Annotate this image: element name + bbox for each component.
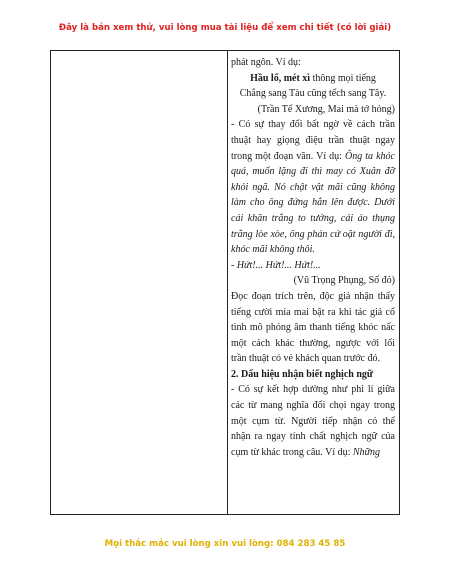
paragraph-3-text: - Có sự kết hợp dường như phi lí giữa các từ mang nghĩa đối chọi ngay trong một cụm từ. Người tiếp nhận có thể nhận ra ngay tính chất nghịch ngữ của cụm từ khác trong câu. Ví dụ: — [231, 384, 395, 458]
poem-line-2: Chẳng sang Tàu cũng tếch sang Tây. — [239, 88, 387, 100]
quote-source: (Vũ Trọng Phụng, Số đỏ) — [293, 275, 395, 287]
poem-source: (Trần Tế Xương, Mai mà tớ hỏng) — [257, 103, 395, 115]
sound-line: - Hứt!... Hứt!... Hứt!... — [231, 259, 321, 271]
poem-line-1 — [231, 71, 395, 87]
paragraph-3-quote: Những — [352, 446, 380, 458]
paragraph-3 — [231, 382, 395, 460]
poem-bold-text: Hầu lố, mét xì — [250, 72, 311, 84]
content-table — [50, 50, 400, 515]
paragraph-1 — [231, 117, 395, 257]
poem-rest-text: thông mọi tiếng — [310, 72, 376, 84]
right-cell — [231, 55, 395, 460]
column-divider — [227, 51, 228, 514]
intro-line: phát ngôn. Ví dụ: — [231, 57, 301, 68]
paragraph-1-text: - Có sự thay đổi bất ngờ về cách trần thuật hay giọng điệu trần thuật ngay trong một đoạn văn. Ví dụ: — [231, 119, 395, 162]
paragraph-2: Đọc đoạn trích trên, độc giả nhận thấy tiếng cười mỉa mai bật ra khi tác giả cố tình mô phỏng âm thanh tiếng khóc nấc một cách khác thường, ngược với lối trần thuật có vẻ khách quan trước đó. — [231, 290, 395, 365]
contact-footer: Mọi thắc mắc vui lòng xin vui lòng: 084 283 45 85 — [104, 539, 346, 549]
preview-banner: Đây là bản xem thử, vui lòng mua tài liệu để xem chi tiết (có lời giải) — [58, 23, 392, 33]
section-heading: 2. Dấu hiệu nhận biết nghịch ngữ — [231, 368, 373, 380]
paragraph-1-quote: Ông ta khóc quá, muốn lặng đi thì may có Xuân đỡ khỏi ngã. Nó chật vật mãi cũng không làm cho ông đứng hẳn lên được. Dưới cái khăn trắng to tướng, cái áo thụng trắng lòe xòe, ông phán cứ oặt người đi, khóc mãi không thôi. — [231, 150, 395, 256]
